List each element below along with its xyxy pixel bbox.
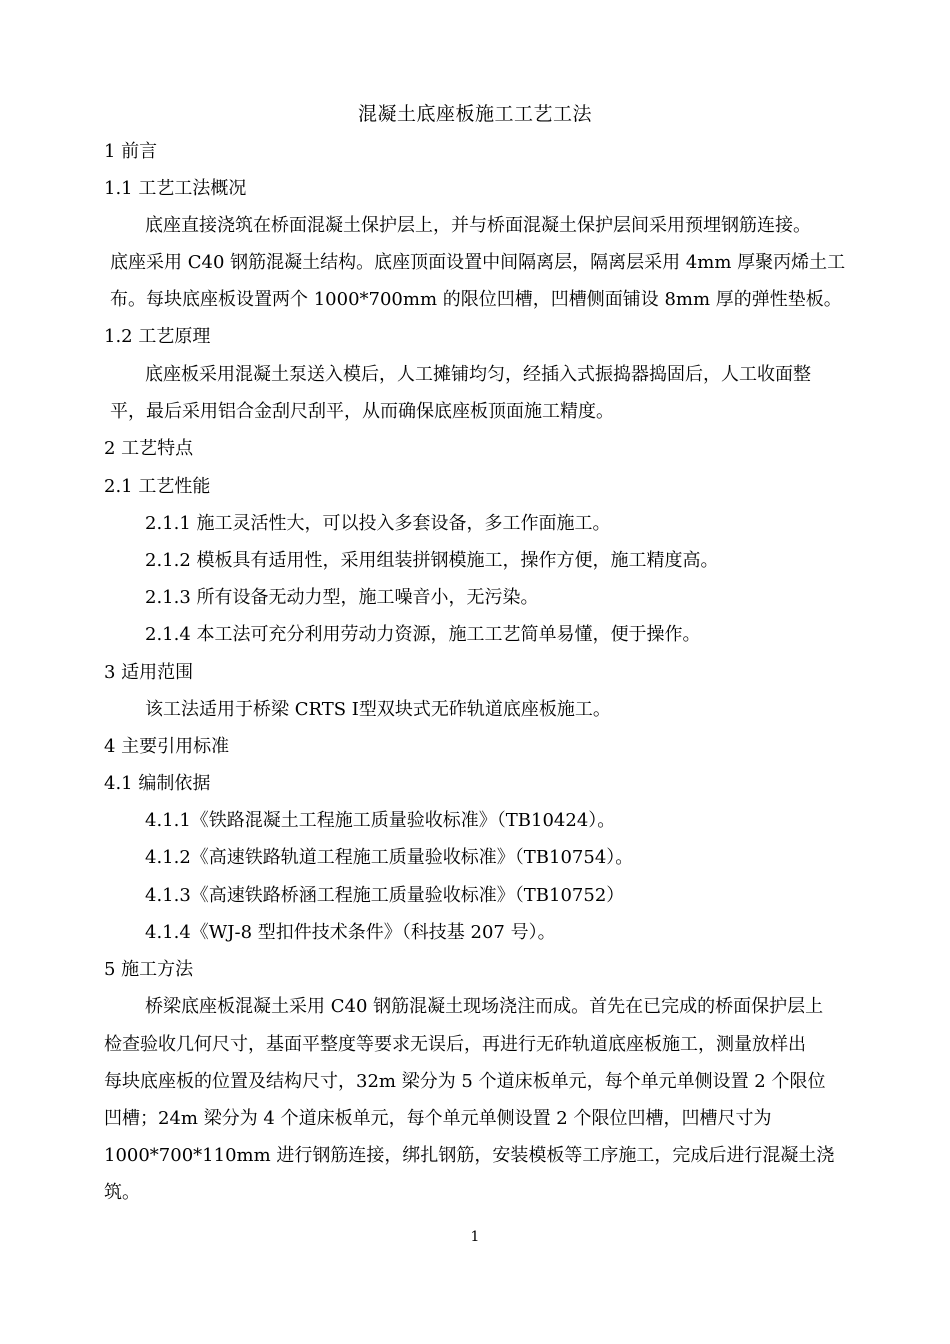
paragraph-line: 底座直接浇筑在桥面混凝土保护层上，并与桥面混凝土保护层间采用预埋钢筋连接。: [145, 215, 811, 236]
list-item: 2.1.1 施工灵活性大，可以投入多套设备，多工作面施工。: [145, 513, 611, 534]
list-item: 4.1.3《高速铁路桥涵工程施工质量验收标准》（TB10752）: [145, 885, 625, 906]
paragraph-line: 底座采用 C40 钢筋混凝土结构。底座顶面设置中间隔离层，隔离层采用 4mm 厚聚丙烯土工: [110, 252, 846, 273]
paragraph-line: 桥梁底座板混凝土采用 C40 钢筋混凝土现场浇注而成。首先在已完成的桥面保护层上: [145, 996, 824, 1017]
paragraph-line: 凹槽；24m 梁分为 4 个道床板单元，每个单元单侧设置 2 个限位凹槽，凹槽尺寸为: [104, 1108, 772, 1129]
heading-1-1: 1.1 工艺工法概况: [104, 178, 247, 199]
page-title: 混凝土底座板施工工艺工法: [357, 103, 592, 125]
list-item: 4.1.2《高速铁路轨道工程施工质量验收标准》（TB10754）。: [145, 847, 634, 868]
heading-4: 4 主要引用标准: [104, 736, 230, 757]
heading-1-2: 1.2 工艺原理: [104, 326, 211, 347]
heading-2: 2 工艺特点: [104, 438, 194, 459]
heading-1: 1 前言: [104, 141, 158, 162]
heading-3: 3 适用范围: [104, 662, 194, 683]
paragraph-line: 平，最后采用铝合金刮尺刮平，从而确保底座板顶面施工精度。: [110, 401, 614, 422]
heading-2-1: 2.1 工艺性能: [104, 476, 211, 497]
paragraph-line: 检查验收几何尺寸，基面平整度等要求无误后，再进行无砟轨道底座板施工，测量放样出: [104, 1034, 806, 1055]
paragraph-line: 每块底座板的位置及结构尺寸，32m 梁分为 5 个道床板单元，每个单元单侧设置 2 个限位: [104, 1071, 826, 1092]
list-item: 2.1.2 模板具有适用性，采用组装拼钢模施工，操作方便，施工精度高。: [145, 550, 719, 571]
list-item: 4.1.4《WJ-8 型扣件技术条件》（科技基 207 号）。: [145, 922, 556, 943]
list-item: 2.1.3 所有设备无动力型，施工噪音小，无污染。: [145, 587, 539, 608]
heading-4-1: 4.1 编制依据: [104, 773, 211, 794]
paragraph-line: 该工法适用于桥梁 CRTS Ⅰ型双块式无砟轨道底座板施工。: [145, 699, 611, 720]
paragraph-line: 1000*700*110mm 进行钢筋连接，绑扎钢筋，安装模板等工序施工，完成后进行混凝土浇: [104, 1145, 835, 1166]
paragraph-line: 底座板采用混凝土泵送入模后，人工摊铺均匀，经插入式振捣器捣固后，人工收面整: [145, 364, 811, 385]
list-item: 4.1.1《铁路混凝土工程施工质量验收标准》（TB10424）。: [145, 810, 616, 831]
paragraph-line: 筑。: [104, 1182, 140, 1203]
list-item: 2.1.4 本工法可充分利用劳动力资源，施工工艺简单易懂，便于操作。: [145, 624, 701, 645]
heading-5: 5 施工方法: [104, 959, 194, 980]
paragraph-line: 布。每块底座板设置两个 1000*700mm 的限位凹槽，凹槽侧面铺设 8mm 厚的弹性垫板。: [110, 289, 842, 310]
page-number: 1: [470, 1229, 480, 1245]
